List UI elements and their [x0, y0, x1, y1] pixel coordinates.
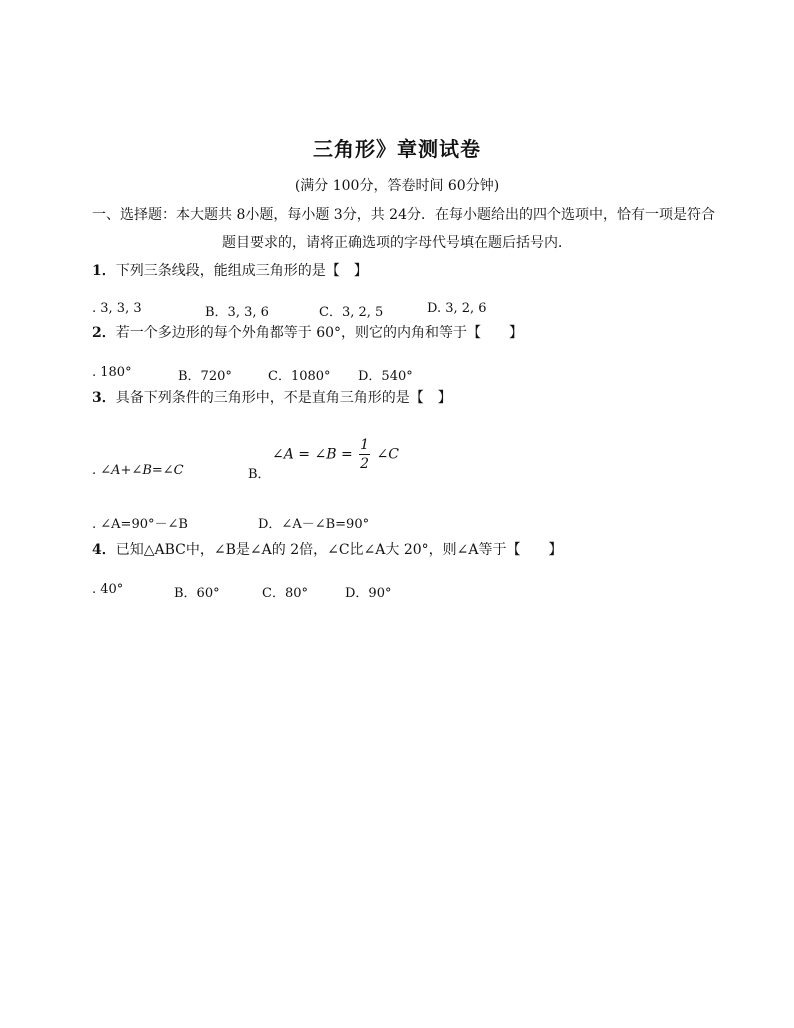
q3-option-d: D．∠A－∠B=90° [258, 517, 370, 532]
question-2-number: 2． [92, 325, 116, 341]
q1-option-b: B．3, 3, 6 [205, 305, 269, 320]
q3-option-b-formula [272, 438, 399, 471]
q3-option-c: . ∠A=90°－∠B [92, 517, 188, 532]
q2-option-b: B．720° [178, 369, 232, 384]
question-1-text: 下列三条线段，能组成三角形的是【 】 [115, 263, 368, 279]
question-1 [92, 260, 368, 280]
question-3-number: 3． [92, 390, 116, 406]
question-4 [92, 539, 563, 559]
q2-option-a: . 180° [92, 365, 132, 380]
q1-option-a: . 3, 3, 3 [92, 301, 142, 316]
question-2 [92, 322, 523, 342]
fraction-numerator: 1 [360, 437, 370, 453]
q4-option-c: C．80° [262, 586, 308, 601]
fraction-denominator: 2 [360, 456, 370, 472]
q4-option-d: D．90° [345, 586, 392, 601]
exam-info: (满分 100分，答卷时间 60分钟) [294, 178, 500, 194]
question-2-text: 若一个多边形的每个外角都等于 60°，则它的内角和等于【 】 [115, 325, 524, 341]
q4-option-b: B．60° [174, 586, 220, 601]
page-title: 三角形》章测试卷 [313, 137, 481, 161]
section-instructions: 题目要求的，请将正确选项的字母代号填在题后括号内． [222, 235, 572, 251]
question-1-number: 1． [92, 263, 116, 279]
question-4-number: 4． [92, 542, 116, 558]
q3-option-b-label: B． [248, 467, 271, 482]
q1-option-d: D. 3, 2, 6 [427, 301, 487, 316]
q3-option-a: . ∠A+∠B=∠C [92, 463, 184, 478]
section-heading: 一、选择题：本大题共 8小题，每小题 3分，共 24分．在每小题给出的四个选项中，恰有一项是符合 [92, 207, 715, 223]
question-3-text: 具备下列条件的三角形中，不是直角三角形的是【 】 [115, 390, 452, 406]
question-3 [92, 387, 452, 407]
q4-option-a: . 40° [92, 582, 124, 597]
question-4-text: 已知△ABC中，∠B是∠A的 2倍，∠C比∠A大 20°，则∠A等于【 】 [115, 542, 563, 558]
fraction-one-half [359, 438, 370, 471]
q2-option-c: C．1080° [268, 369, 331, 384]
q3-formula-right: ∠C [376, 446, 399, 463]
q1-option-c: C．3, 2, 5 [319, 305, 384, 320]
q3-formula-left: ∠A = ∠B = [272, 446, 353, 463]
q2-option-d: D．540° [358, 369, 413, 384]
